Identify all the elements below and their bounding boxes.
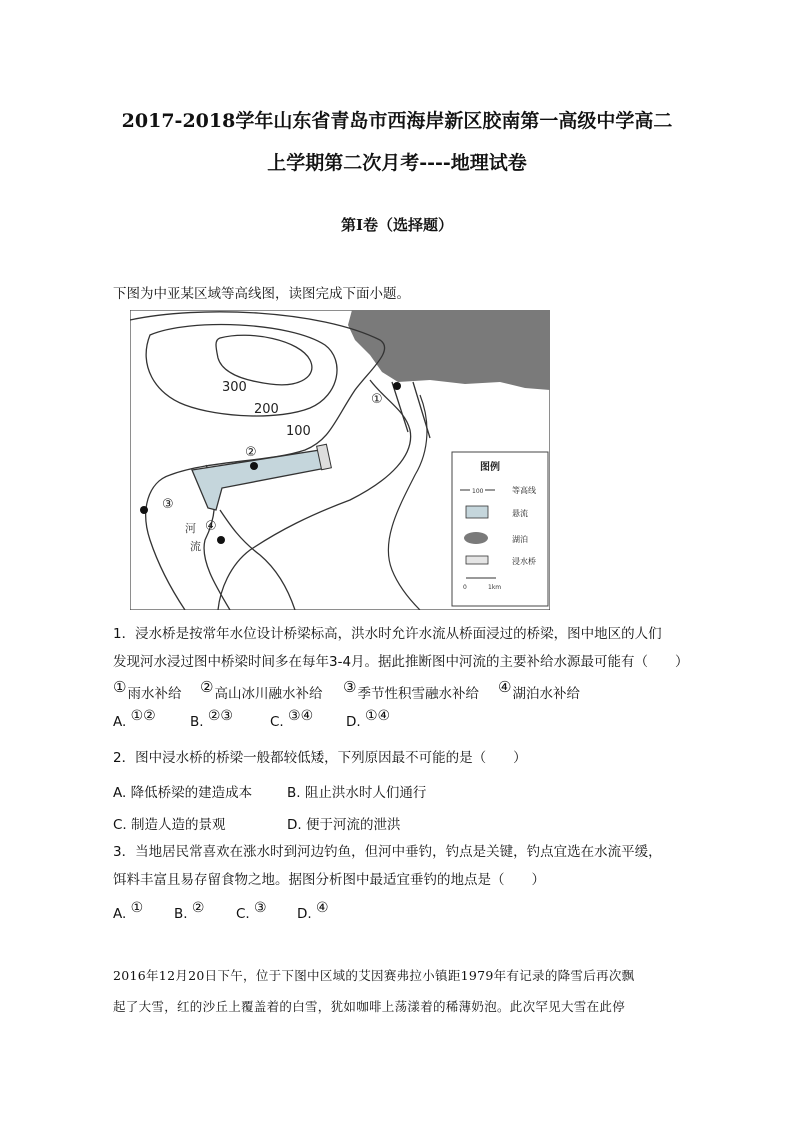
contour-map xyxy=(130,310,550,610)
legend-item-flood: 悬流 xyxy=(512,509,528,518)
legend-item-lake: 湖泊 xyxy=(512,535,528,544)
q3-option-d[interactable]: D. ④ xyxy=(297,900,329,922)
q3-option-c[interactable]: C. ③ xyxy=(236,900,267,922)
exam-title-line2: 上学期第二次月考----地理试卷 xyxy=(267,152,527,174)
q1-option-c[interactable]: C. ③④ xyxy=(270,708,314,730)
point-label-1: ① xyxy=(371,392,383,407)
q1-item-2: ②高山冰川融水补给 xyxy=(200,678,323,702)
point-4 xyxy=(217,536,225,544)
river-label-1: 河 xyxy=(185,522,196,535)
reading-passage xyxy=(113,960,688,1022)
point-2 xyxy=(250,462,258,470)
q1-item-3: ③季节性积雪融水补给 xyxy=(343,678,479,702)
question-1-line1: 1．浸水桥是按常年水位设计桥梁标高，洪水时允许水流从桥面浸过的桥梁，图中地区的人们 xyxy=(113,626,662,642)
legend-scale-unit: 1km xyxy=(488,584,502,591)
river-label-2: 流 xyxy=(190,540,201,553)
contour-label-300: 300 xyxy=(222,380,247,395)
passage-line1: 2016年12月20日下午，位于下图中区域的艾因赛弗拉小镇距1979年有记录的降雪后再次飘 xyxy=(113,968,635,983)
q3-option-a[interactable]: A. ① xyxy=(113,900,144,922)
question-3-line1: 3．当地居民常喜欢在涨水时到河边钓鱼，但河中垂钓，钓点是关键，钓点宜选在水流平缓， xyxy=(113,844,662,860)
q1-item-1: ①雨水补给 xyxy=(113,678,182,702)
point-label-2: ② xyxy=(245,445,257,460)
q1-option-a[interactable]: A. ①② xyxy=(113,708,156,730)
section-heading: 第I卷（选择题） xyxy=(340,216,454,234)
passage-line2: 起了大雪，红的沙丘上覆盖着的白雪，犹如咖啡上荡漾着的稀薄奶泡。此次罕见大雪在此停 xyxy=(113,999,626,1014)
point-3 xyxy=(140,506,148,514)
q2-option-a[interactable]: A. 降低桥梁的建造成本 xyxy=(113,785,253,801)
legend-item-contour: 等高线 xyxy=(512,486,536,495)
question-3-line2: 饵料丰富且易存留食物之地。据图分析图中最适宜垂钓的地点是（ ） xyxy=(113,872,545,888)
q1-option-b[interactable]: B. ②③ xyxy=(190,708,233,730)
exam-title-line1: 2017-2018学年山东省青岛市西海岸新区胶南第一高级中学高二 xyxy=(121,110,673,132)
point-label-3: ③ xyxy=(162,497,174,512)
question-1-items xyxy=(113,678,693,704)
legend-scale-zero: 0 xyxy=(463,584,467,591)
question-1-options xyxy=(113,708,693,736)
question-3-options xyxy=(113,900,413,928)
q3-option-b[interactable]: B. ② xyxy=(174,900,205,922)
question-3 xyxy=(113,838,693,894)
map-legend xyxy=(452,452,548,606)
legend-item-bridge: 浸水桥 xyxy=(512,557,536,566)
question-1-line2: 发现河水浸过图中桥梁时间多在每年3-4月。据此推断图中河流的主要补给水源最可能有（ ） xyxy=(113,654,689,670)
q1-option-d[interactable]: D. ①④ xyxy=(346,708,391,730)
contour-label-100: 100 xyxy=(286,424,311,439)
question-1 xyxy=(113,620,693,676)
question-2: 2．图中浸水桥的桥梁一般都较低矮，下列原因最不可能的是（ ） xyxy=(113,750,527,766)
q2-option-c[interactable]: C. 制造人造的景观 xyxy=(113,817,226,833)
legend-title: 图例 xyxy=(480,462,500,473)
legend-contour-sample: 100 xyxy=(472,488,484,495)
point-label-4: ④ xyxy=(205,519,217,534)
q2-option-b[interactable]: B. 阻止洪水时人们通行 xyxy=(287,785,427,801)
q2-option-d[interactable]: D. 便于河流的泄洪 xyxy=(287,817,401,833)
q1-item-4: ④湖泊水补给 xyxy=(498,678,580,702)
map-intro: 下图为中亚某区域等高线图，读图完成下面小题。 xyxy=(113,286,410,302)
point-1 xyxy=(393,382,401,390)
contour-label-200: 200 xyxy=(254,402,279,417)
